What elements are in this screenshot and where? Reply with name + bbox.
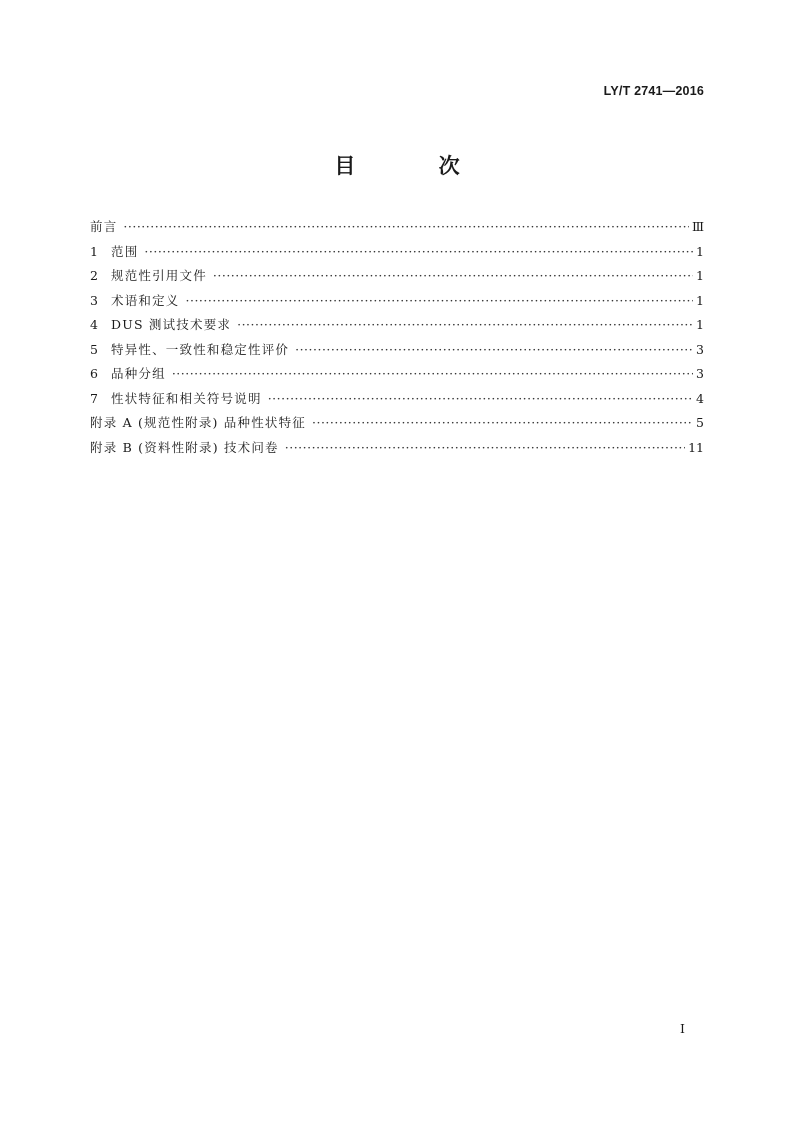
toc-entry-label: DUS 测试技术要求 bbox=[111, 317, 232, 332]
toc-entry-terms-definitions[interactable] bbox=[90, 289, 704, 314]
toc-entry-number: 6 bbox=[90, 366, 98, 381]
toc-entry-label: 术语和定义 bbox=[111, 292, 180, 308]
toc-entry-label: 附录 B (资料性附录) 技术问卷 bbox=[90, 439, 279, 455]
toc-dot-leader bbox=[268, 387, 693, 412]
page-title: 目 次 bbox=[334, 154, 498, 178]
toc-entry-page: 5 bbox=[696, 415, 704, 430]
standard-code: LY/T 2741—2016 bbox=[603, 84, 704, 98]
toc-entry-number: 7 bbox=[90, 390, 98, 406]
toc-dot-leader bbox=[213, 264, 693, 289]
toc-entry-page: 1 bbox=[696, 292, 704, 308]
toc-entry-number: 3 bbox=[90, 292, 98, 308]
toc-dot-leader bbox=[186, 289, 693, 314]
toc-entry-page: 3 bbox=[696, 366, 704, 381]
toc-dot-leader bbox=[172, 362, 693, 387]
toc-entry-number: 2 bbox=[90, 268, 98, 283]
toc-dot-leader bbox=[237, 313, 693, 338]
toc-entry-label: 前言 bbox=[90, 219, 118, 234]
toc-entry-variety-grouping[interactable] bbox=[90, 362, 704, 387]
toc-entry-page: Ⅲ bbox=[691, 219, 704, 234]
toc-entry-annex-b[interactable] bbox=[90, 436, 704, 461]
toc-entry-characteristics-symbols[interactable] bbox=[90, 387, 704, 412]
toc-dot-leader bbox=[285, 436, 685, 461]
toc-entry-page: 1 bbox=[696, 268, 704, 283]
toc-entry-label: 附录 A (规范性附录) 品种性状特征 bbox=[90, 415, 307, 430]
toc-entry-label: 品种分组 bbox=[111, 366, 166, 381]
toc-entry-dus-requirements[interactable] bbox=[90, 313, 704, 338]
toc-entry-number: 4 bbox=[90, 317, 98, 332]
toc-entry-number: 1 bbox=[90, 243, 98, 259]
toc-entry-normative-references[interactable] bbox=[90, 264, 704, 289]
toc-dot-leader bbox=[123, 215, 689, 240]
toc-entry-foreword[interactable] bbox=[90, 215, 704, 240]
page-number: I bbox=[680, 1021, 685, 1036]
toc-entry-evaluation[interactable] bbox=[90, 338, 704, 363]
toc-dot-leader bbox=[295, 338, 693, 363]
toc-entry-page: 3 bbox=[696, 341, 704, 357]
toc-entry-page: 4 bbox=[696, 390, 704, 406]
toc-entry-label: 范围 bbox=[111, 243, 139, 259]
toc-entry-annex-a[interactable] bbox=[90, 411, 704, 436]
toc-entry-page: 1 bbox=[696, 243, 704, 259]
toc-entry-page: 1 bbox=[696, 317, 704, 332]
toc-entry-label: 规范性引用文件 bbox=[111, 268, 207, 283]
toc-dot-leader bbox=[144, 240, 693, 265]
toc-entry-label: 特异性、一致性和稳定性评价 bbox=[111, 341, 290, 357]
toc-entry-page: 11 bbox=[688, 439, 704, 455]
table-of-contents bbox=[90, 215, 704, 460]
toc-entry-scope[interactable] bbox=[90, 240, 704, 265]
toc-entry-label: 性状特征和相关符号说明 bbox=[111, 390, 262, 406]
toc-entry-number: 5 bbox=[90, 341, 98, 357]
toc-dot-leader bbox=[312, 411, 693, 436]
